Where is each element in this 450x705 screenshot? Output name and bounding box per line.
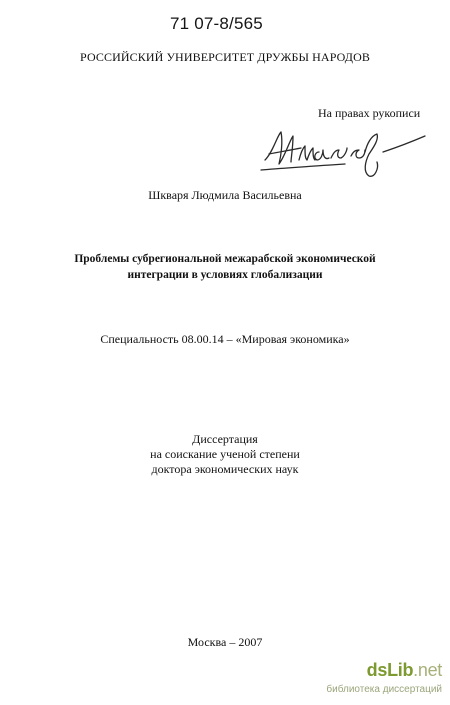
degree-statement (0, 432, 450, 477)
dissertation-title (0, 251, 450, 283)
watermark-brand (317, 660, 442, 681)
author-name: Шкваря Людмила Васильевна (148, 188, 302, 202)
watermark-subtitle: библиотека диссертаций (326, 684, 442, 695)
watermark-brand-lib: Lib (387, 660, 414, 680)
university-name: РОССИЙСКИЙ УНИВЕРСИТЕТ ДРУЖБЫ НАРОДОВ (80, 50, 370, 64)
watermark-logo (317, 660, 442, 700)
degree-line: Диссертация (192, 432, 258, 446)
specialty-line: Специальность 08.00.14 – «Мировая экономика» (100, 332, 350, 346)
catalog-number: 71 07-8/565 (170, 14, 263, 33)
title-line: Проблемы субрегиональной межарабской экономической (74, 253, 376, 265)
watermark-brand-net: .net (413, 660, 442, 680)
degree-line: на соискание ученой степени (150, 447, 300, 461)
handwritten-signature (255, 122, 430, 182)
manuscript-note: На правах рукописи (318, 106, 421, 120)
watermark-brand-ds: ds (366, 660, 388, 680)
city-year: Москва – 2007 (187, 635, 263, 649)
title-line: интеграции в условиях глобализации (127, 269, 323, 281)
degree-line: доктора экономических наук (151, 462, 299, 476)
